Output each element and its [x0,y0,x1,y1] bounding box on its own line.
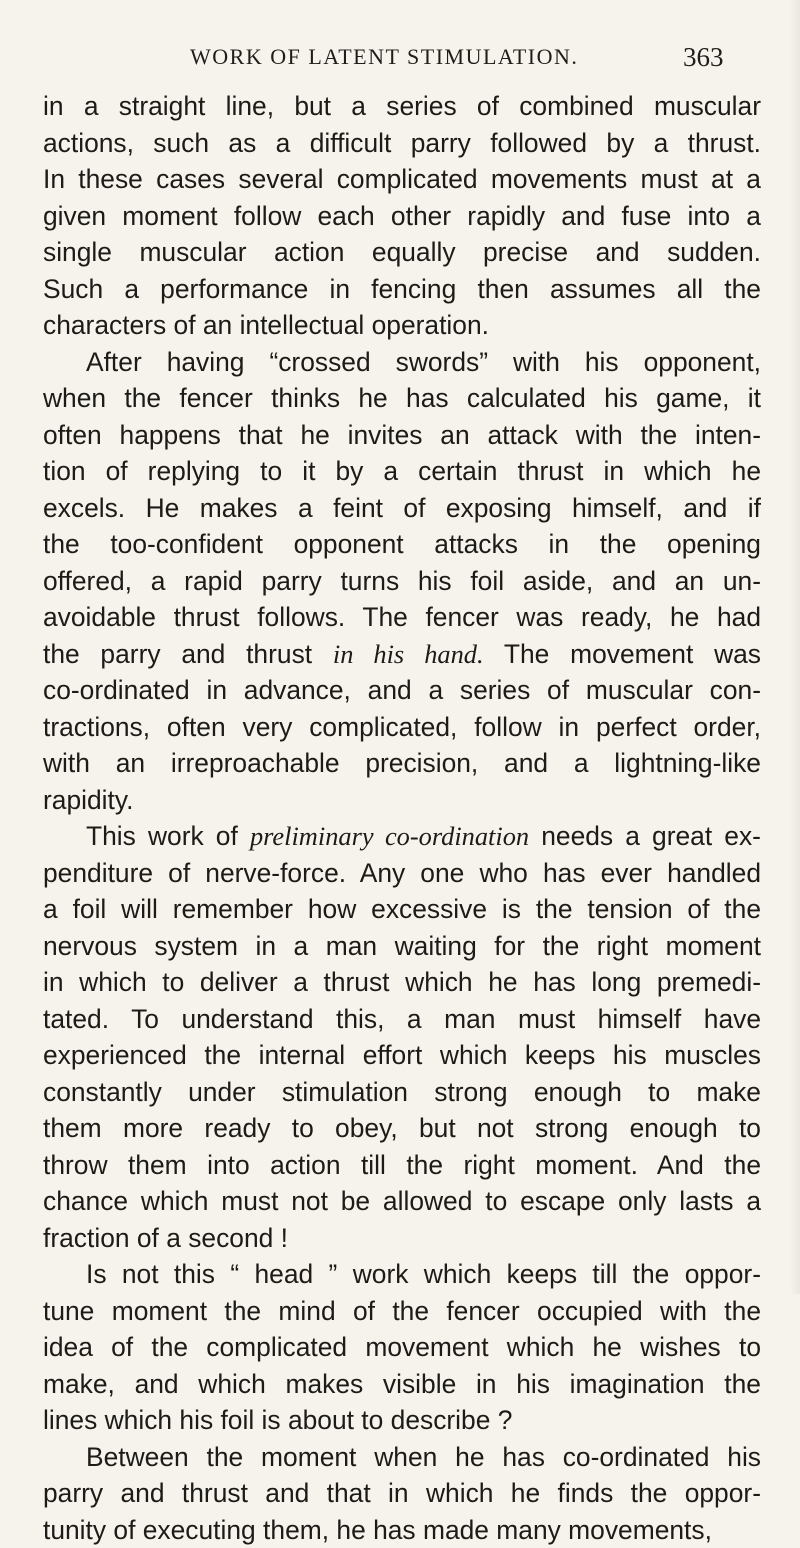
text-line [43,782,761,819]
text-line [43,709,761,746]
italic-text: preliminary co-ordination [250,821,529,851]
line-text: actions, such as a difficult parry followed by a thrust. [43,128,761,158]
line-text: Such a performance in fencing then assumes all the [43,274,761,304]
text-line [43,1512,761,1548]
line-text: in which to deliver a thrust which he has long premedi- [43,967,761,997]
text-line [43,1329,761,1366]
line-text: characters of an intellectual operation. [43,310,489,340]
line-text: given moment follow each other rapidly and fuse into a [43,201,761,231]
text-line [43,1037,761,1074]
text-line [43,198,761,235]
text-line [43,563,761,600]
line-text: tune moment the mind of the fencer occupied with the [43,1296,761,1326]
line-text: lines which his foil is about to describe ? [43,1405,512,1435]
text-line [43,1183,761,1220]
line-text: single muscular action equally precise and sudden. [43,237,761,267]
text-line [43,964,761,1001]
text-line [43,1475,761,1512]
text-line [43,307,761,344]
line-text: a foil will remember how excessive is the tension of the [43,894,761,924]
line-text: The movement was [484,639,761,669]
running-title: WORK OF LATENT STIMULATION. [190,44,578,70]
line-text: avoidable thrust follows. The fencer was ready, he had [43,602,761,632]
text-line [43,1402,761,1439]
text-line [43,928,761,965]
text-line [43,1147,761,1184]
text-line [43,891,761,928]
line-text: often happens that he invites an attack with the inten- [43,420,761,450]
line-text: parry and thrust and that in which he finds the oppor- [43,1478,761,1508]
line-text: experienced the internal effort which keeps his muscles [43,1040,761,1070]
line-text: After having “crossed swords” with his opponent, [86,347,761,377]
line-text: tion of replying to it by a certain thrust in which he [43,456,761,486]
line-text: offered, a rapid parry turns his foil aside, and an un- [43,566,761,596]
text-line [43,1293,761,1330]
text-line [43,161,761,198]
line-text: the too-confident opponent attacks in the opening [43,529,761,559]
text-line [43,1001,761,1038]
page-edge-shadow [790,0,800,1294]
text-line [43,1220,761,1257]
text-line [43,636,761,673]
line-text: chance which must not be allowed to escape only lasts a [43,1186,761,1216]
text-line [43,1074,761,1111]
line-text: fraction of a second ! [43,1223,288,1253]
text-line [43,380,761,417]
line-text: them more ready to obey, but not strong enough to [43,1113,761,1143]
text-line [43,1110,761,1147]
text-line [43,1256,761,1293]
line-text: with an irreproachable precision, and a lightning-like [43,748,761,778]
line-text: the parry and thrust [43,639,333,669]
line-text: co-ordinated in advance, and a series of muscular con- [43,675,761,705]
text-line [43,672,761,709]
line-text: make, and which makes visible in his imagination the [43,1369,761,1399]
line-text: tunity of executing them, he has made many movements, [43,1515,712,1545]
running-head [0,44,800,78]
text-line [43,125,761,162]
body-text [43,88,761,1548]
line-text: Between the moment when he has co-ordinated his [86,1442,761,1472]
line-text: In these cases several complicated movements must at a [43,164,761,194]
text-line [43,490,761,527]
line-text: throw them into action till the right moment. And the [43,1150,761,1180]
line-text: in a straight line, but a series of combined muscular [43,91,761,121]
line-text: This work of [86,821,250,851]
line-text: tated. To understand this, a man must himself have [43,1004,761,1034]
text-line [43,818,761,855]
text-line [43,745,761,782]
line-text: nervous system in a man waiting for the right moment [43,931,761,961]
line-text: Is not this “ head ” work which keeps till the oppor- [86,1259,761,1289]
text-line [43,453,761,490]
text-line [43,855,761,892]
text-line [43,88,761,125]
text-line [43,526,761,563]
line-text: rapidity. [43,785,133,815]
text-line [43,599,761,636]
line-text: idea of the complicated movement which he wishes to [43,1332,761,1362]
text-line [43,1366,761,1403]
line-text: tractions, often very complicated, follow in perfect order, [43,712,761,742]
line-text: penditure of nerve-force. Any one who has ever handled [43,858,761,888]
text-line [43,1439,761,1476]
line-text: when the fencer thinks he has calculated his game, it [43,383,761,413]
page-number: 363 [683,42,724,73]
line-text: excels. He makes a feint of exposing himself, and if [43,493,761,523]
italic-text: in his hand. [333,639,484,669]
line-text: needs a great ex- [529,821,761,851]
text-line [43,271,761,308]
text-line [43,417,761,454]
line-text: constantly under stimulation strong enough to make [43,1077,761,1107]
text-line [43,344,761,381]
text-line [43,234,761,271]
